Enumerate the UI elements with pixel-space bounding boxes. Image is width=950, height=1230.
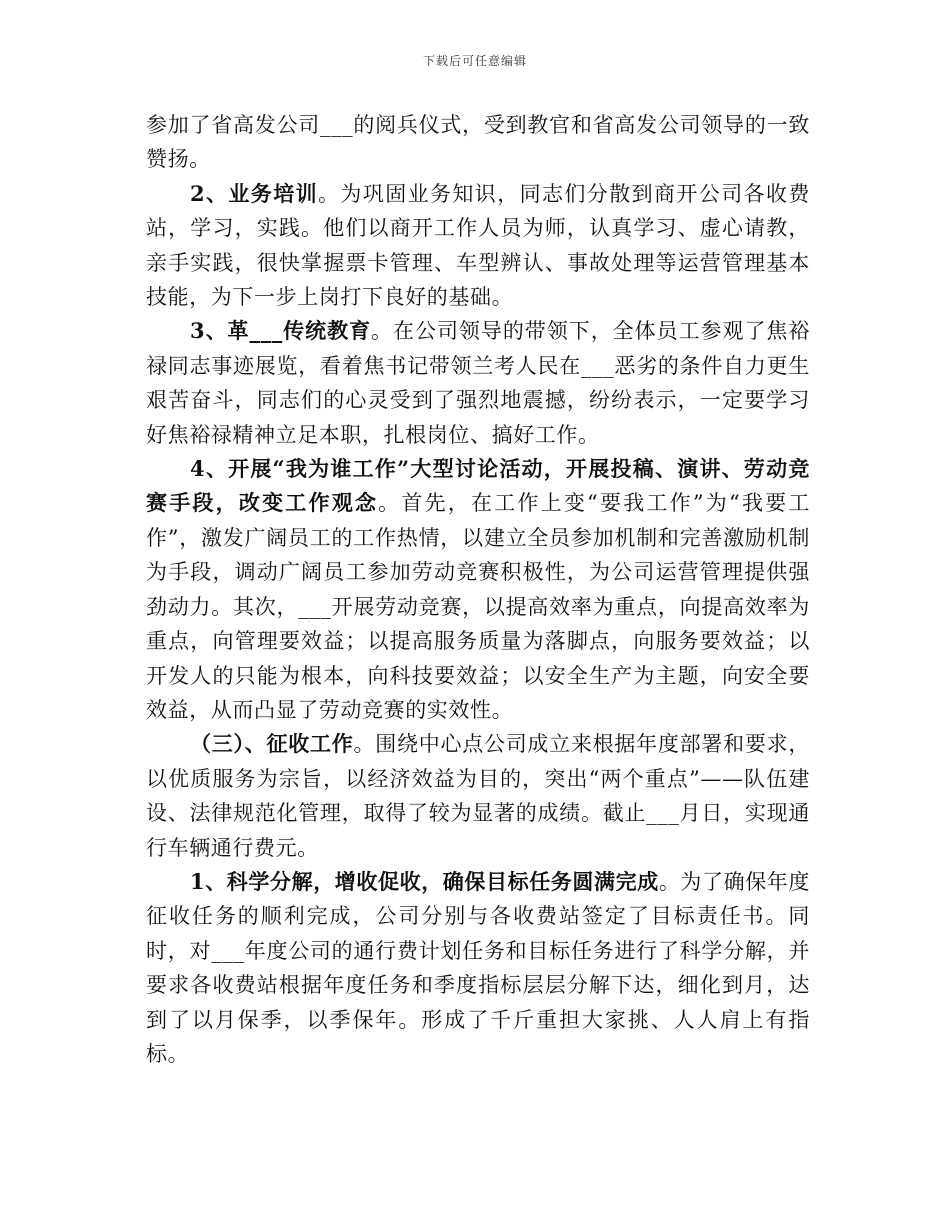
paragraph-6 (146, 865, 810, 1071)
paragraph-6-lead: 1、科学分解，增收促收，确保目标任务圆满完成 (190, 868, 659, 894)
paragraph-4-lead: 4、开展“我为谁工作”大型讨论活动，开展投稿、演讲、劳动竞赛手段，改变工作观念 (146, 456, 810, 516)
paragraph-3 (146, 314, 810, 452)
paragraph-2-text: 。为巩固业务知识，同志们分散到商开公司各收费站，学习，实践。他们以商开工作人员为师，认真学习、虚心请教，亲手实践，很快掌握票卡管理、车型辨认、事故处理等运营管理基本技能，为下一步上岗打下良好的基础。 (146, 181, 810, 310)
paragraph-4-text: 。首先，在工作上变“要我工作”为“我要工作”，激发广阔员工的工作热情，以建立全员参加机制和完善激励机制为手段，调动广阔员工参加劳动竞赛积极性，为公司运营管理提供强劲动力。其次，___开展劳动竞赛，以提高效率为重点，向提高效率为重点，向管理要效益；以提高服务质量为落脚点，向服务要效益；以开发人的只能为根本，向科技要效益；以安全生产为主题，向安全要效益，从而凸显了劳动竞赛的实效性。 (146, 491, 810, 722)
paragraph-2 (146, 177, 810, 315)
paragraph-2-lead: 2、业务培训 (190, 180, 319, 206)
paragraph-1-text: 参加了省高发公司___的阅兵仪式，受到教官和省高发公司领导的一致赞扬。 (146, 113, 810, 172)
paragraph-1 (146, 108, 810, 177)
paragraph-5-text: 。围绕中心点公司成立来根据年度部署和要求，以优质服务为宗旨，以经济效益为目的，突出“两个重点”——队伍建设、法律规范化管理，取得了较为显著的成绩。截止___月日，实现通行车辆通行费元。 (146, 732, 810, 860)
paragraph-3-lead: 3、革___传统教育 (190, 318, 372, 344)
page-header: 下载后可任意编辑 (422, 54, 527, 68)
paragraph-4 (146, 452, 810, 727)
document-body (146, 108, 810, 1071)
paragraph-5-lead: （三）、征收工作 (190, 731, 354, 757)
paragraph-6-text: 。为了确保年度征收任务的顺利完成，公司分别与各收费站签定了目标责任书。同时，对___年度公司的通行费计划任务和目标任务进行了科学分解，并要求各收费站根据年度任务和季度指标层层分解下达，细化到月，达到了以月保季，以季保年。形成了千斤重担大家挑、人人肩上有指标。 (146, 869, 811, 1066)
paragraph-3-text: 。在公司领导的带领下，全体员工参观了焦裕禄同志事迹展览，看着焦书记带领兰考人民在___恶劣的条件自力更生艰苦奋斗，同志们的心灵受到了强烈地震撼，纷纷表示，一定要学习好焦裕禄精神立足本职，扎根岗位、搞好工作。 (146, 319, 810, 447)
paragraph-5 (146, 727, 810, 865)
